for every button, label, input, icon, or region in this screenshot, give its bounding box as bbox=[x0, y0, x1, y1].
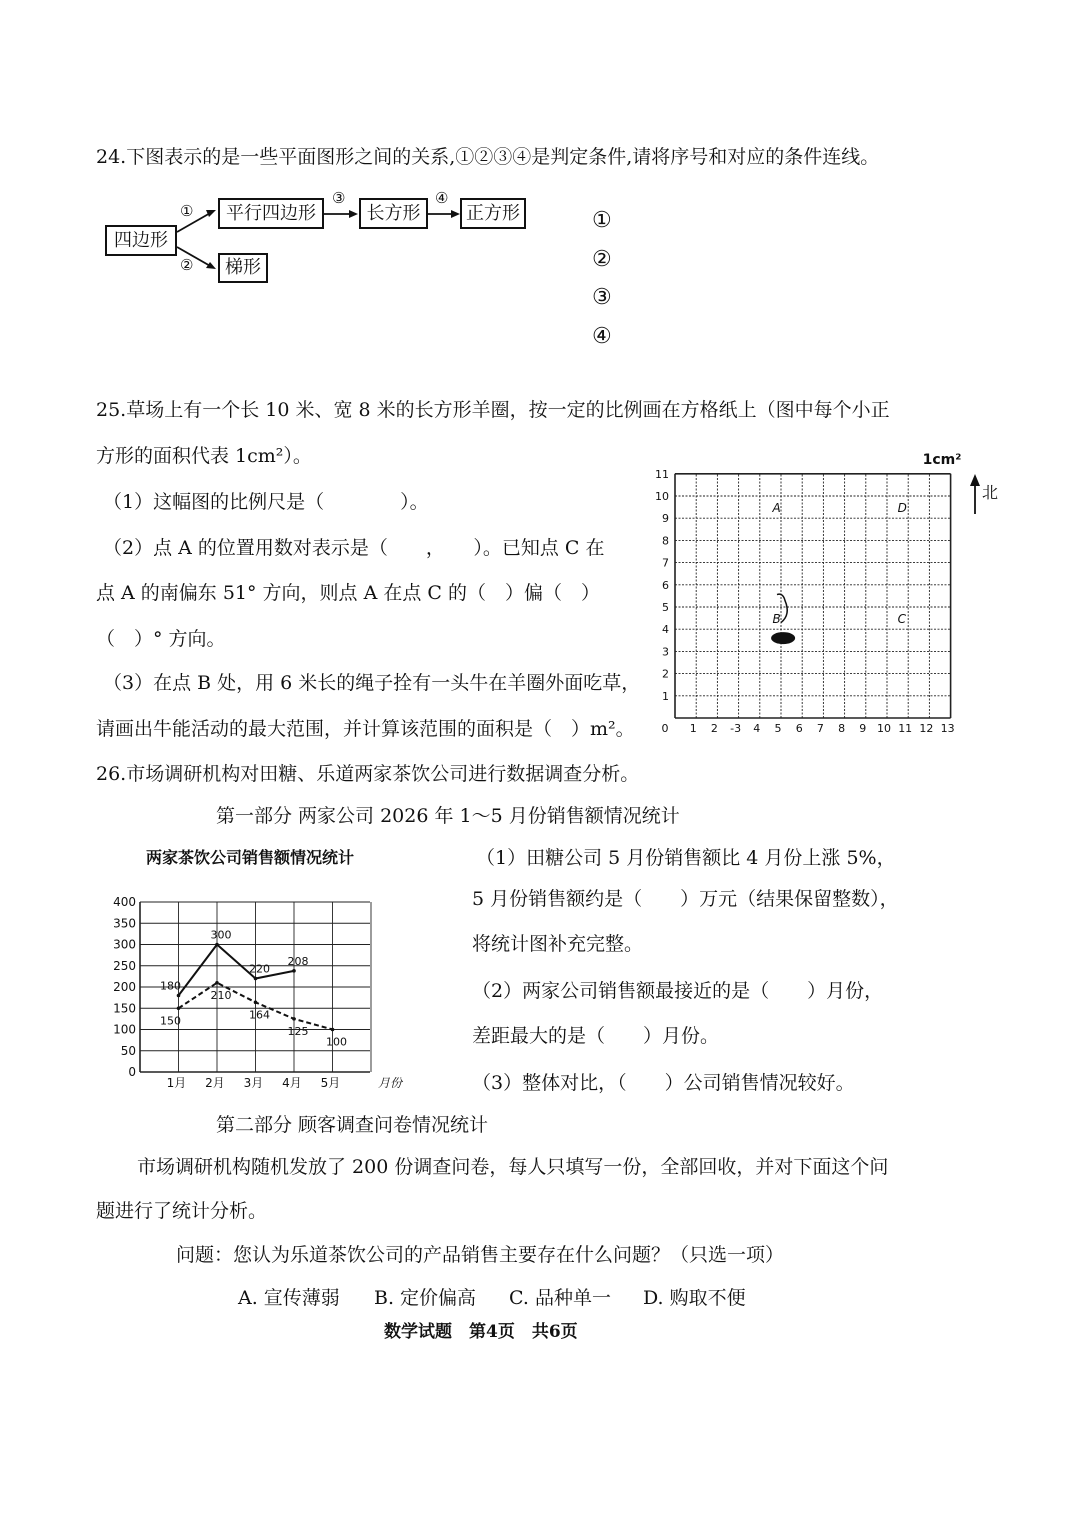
grid-x-tick: 6 bbox=[795, 722, 803, 735]
option-a[interactable]: A. 宣传薄弱 bbox=[238, 1287, 340, 1309]
q26-part2-line2: 差距最大的是（ ）月份。 bbox=[472, 1025, 720, 1047]
survey-question: 问题：您认为乐道茶饮公司的产品销售主要存在什么问题？（只选一项） bbox=[176, 1244, 785, 1266]
q25-part2-line1: （2）点 A 的位置用数对表示是（ ， ）。已知点 C 在 bbox=[103, 537, 605, 559]
chart-y-tick: 400 bbox=[113, 895, 136, 909]
series-data-label: 150 bbox=[160, 1014, 181, 1028]
chart-x-tick: 3月 bbox=[243, 1076, 264, 1090]
series-point bbox=[215, 981, 219, 985]
option-c[interactable]: C. 品种单一 bbox=[509, 1287, 611, 1309]
grid-x-tick: -3 bbox=[730, 722, 742, 735]
series-data-label: 100 bbox=[326, 1035, 347, 1049]
grid-x-tick: 1 bbox=[689, 722, 697, 735]
grid-x-tick: 11 bbox=[898, 722, 913, 735]
arrow-label-4: ④ bbox=[435, 189, 449, 207]
q26-part2-title: 第二部分 顾客调查问卷情况统计 bbox=[216, 1114, 489, 1136]
grid-y-tick: 9 bbox=[662, 512, 669, 526]
q26-part1-line2: 5 月份销售额约是（ ）万元（结果保留整数）， bbox=[472, 888, 899, 910]
node-quadrilateral: 四边形 bbox=[105, 225, 177, 256]
q25-stem-line1: 25.草场上有一个长 10 米、宽 8 米的长方形羊圈，按一定的比例画在方格纸上（图中每个小正 bbox=[96, 399, 890, 421]
series-point bbox=[292, 969, 296, 973]
grid-y-tick: 6 bbox=[662, 578, 669, 592]
chart-y-tick: 300 bbox=[113, 937, 136, 952]
chart-x-tick: 1月 bbox=[166, 1076, 187, 1090]
series-point bbox=[331, 1028, 335, 1032]
sales-line-chart bbox=[100, 880, 430, 1095]
q26-part1-title: 第一部分 两家公司 2026 年 1～5 月份销售额情况统计 bbox=[216, 805, 680, 827]
grid-x-tick: 9 bbox=[859, 722, 867, 735]
series-point bbox=[215, 943, 219, 947]
q24-stem: 24.下图表示的是一些平面图形之间的关系,①②③④是判定条件,请将序号和对应的条件连线。 bbox=[96, 146, 880, 168]
grid-point-label: A bbox=[772, 501, 781, 516]
grid-y-tick: 3 bbox=[662, 645, 669, 659]
choice-4[interactable]: ④ bbox=[592, 324, 612, 349]
chart-x-tick: 5月 bbox=[320, 1076, 341, 1090]
arrow-label-1: ① bbox=[180, 202, 194, 220]
series-data-label: 220 bbox=[249, 962, 270, 976]
arrow-label-2: ② bbox=[180, 256, 194, 274]
series-data-label: 125 bbox=[287, 1024, 309, 1038]
grid-x-tick: 10 bbox=[877, 722, 891, 735]
grid-point-label: D bbox=[897, 501, 907, 516]
q25-part2-line3: （ ）° 方向。 bbox=[96, 628, 226, 650]
q24-arrows bbox=[0, 0, 1080, 360]
chart-y-tick: 150 bbox=[113, 1001, 136, 1016]
choice-2[interactable]: ② bbox=[592, 247, 612, 272]
series-point bbox=[254, 1001, 258, 1005]
grid-x-tick: 8 bbox=[838, 722, 846, 735]
option-b[interactable]: B. 定价偏高 bbox=[374, 1287, 477, 1309]
grid-x-tick: 5 bbox=[774, 722, 782, 735]
choice-3[interactable]: ③ bbox=[592, 285, 612, 310]
grid-y-tick: 8 bbox=[662, 534, 669, 548]
survey-intro-line2: 题进行了统计分析。 bbox=[96, 1200, 268, 1222]
chart-y-tick: 50 bbox=[120, 1043, 136, 1058]
grid-y-tick: 1 bbox=[662, 689, 669, 703]
chart-x-tick: 2月 bbox=[205, 1076, 225, 1090]
node-square: 正方形 bbox=[460, 198, 526, 229]
grid-x-tick: 13 bbox=[940, 722, 955, 735]
q26-part2-line1: （2）两家公司销售额最接近的是（ ）月份， bbox=[472, 980, 884, 1002]
series-point bbox=[254, 977, 258, 981]
q25-stem-line2: 方形的面积代表 1cm²）。 bbox=[96, 445, 312, 467]
chart-y-tick: 100 bbox=[113, 1022, 136, 1037]
option-d[interactable]: D. 购取不便 bbox=[643, 1287, 746, 1309]
grid-y-tick: 5 bbox=[662, 601, 669, 614]
grid-y-tick: 10 bbox=[655, 490, 669, 503]
grid-y-tick: 11 bbox=[655, 467, 669, 481]
q25-part3-line2: 请画出牛能活动的最大范围，并计算该范围的面积是（ ）m²。 bbox=[96, 718, 635, 740]
page-footer: 数学试题 第4页 共6页 bbox=[384, 1322, 578, 1342]
grid-y-tick: 4 bbox=[662, 623, 669, 637]
grid-x-tick: 4 bbox=[753, 722, 761, 735]
series-data-label: 210 bbox=[210, 988, 232, 1002]
series-point bbox=[292, 1017, 296, 1021]
q25-part2-line2: 点 A 的南偏东 51° 方向，则点 A 在点 C 的（ ）偏（ ） bbox=[96, 582, 600, 604]
q26-part3: （3）整体对比，（ ）公司销售情况较好。 bbox=[472, 1072, 855, 1094]
q25-part1: （1）这幅图的比例尺是（ ）。 bbox=[103, 491, 429, 513]
north-label: 北 bbox=[982, 483, 999, 502]
grid-unit-label: 1cm² bbox=[922, 452, 962, 468]
q26-part1-line1: （1）田糖公司 5 月份销售额比 4 月份上涨 5%， bbox=[476, 847, 896, 869]
survey-intro-line1: 市场调研机构随机发放了 200 份调查问卷，每人只填写一份，全部回收，并对下面这个问 bbox=[137, 1156, 889, 1178]
chart-y-tick: 350 bbox=[113, 916, 136, 931]
series-data-label: 300 bbox=[210, 928, 232, 942]
north-arrowhead-icon bbox=[970, 474, 980, 486]
chart-y-tick: 250 bbox=[113, 958, 136, 973]
chart-y-tick: 200 bbox=[113, 980, 136, 994]
q26-stem: 26.市场调研机构对田糖、乐道两家茶饮公司进行数据调查分析。 bbox=[96, 763, 640, 785]
cow-icon bbox=[771, 632, 795, 644]
q25-part3-line1: （3）在点 B 处，用 6 米长的绳子拴有一头牛在羊圈外面吃草， bbox=[103, 672, 641, 694]
series-line-1 bbox=[179, 945, 295, 996]
chart-x-tick: 4月 bbox=[282, 1076, 302, 1090]
chart-title: 两家茶饮公司销售额情况统计 bbox=[146, 848, 355, 867]
grid-point-label: B bbox=[772, 612, 781, 627]
node-trapezoid: 梯形 bbox=[218, 253, 268, 283]
node-parallelogram: 平行四边形 bbox=[218, 198, 324, 229]
arrow-label-3: ③ bbox=[332, 189, 346, 207]
coordinate-grid bbox=[640, 440, 1010, 740]
grid-x-tick: 2 bbox=[710, 722, 718, 735]
grid-x-tick: 7 bbox=[816, 722, 824, 735]
grid-x-tick: 12 bbox=[919, 722, 934, 735]
grid-y-tick: 7 bbox=[662, 556, 669, 570]
grid-x-tick: 0 bbox=[661, 722, 669, 735]
choice-1[interactable]: ① bbox=[592, 208, 612, 233]
q26-part1-line3: 将统计图补充完整。 bbox=[472, 933, 644, 955]
grid-y-tick: 2 bbox=[662, 667, 669, 681]
chart-x-label: 月份 bbox=[377, 1076, 403, 1090]
chart-y-tick: 0 bbox=[128, 1065, 136, 1079]
node-rectangle: 长方形 bbox=[359, 198, 428, 229]
series-point bbox=[177, 1006, 181, 1010]
grid-point-label: C bbox=[897, 612, 906, 627]
series-point bbox=[177, 994, 181, 998]
series-data-label: 164 bbox=[249, 1008, 270, 1022]
series-data-label: 180 bbox=[160, 979, 181, 993]
series-data-label: 208 bbox=[287, 954, 309, 968]
